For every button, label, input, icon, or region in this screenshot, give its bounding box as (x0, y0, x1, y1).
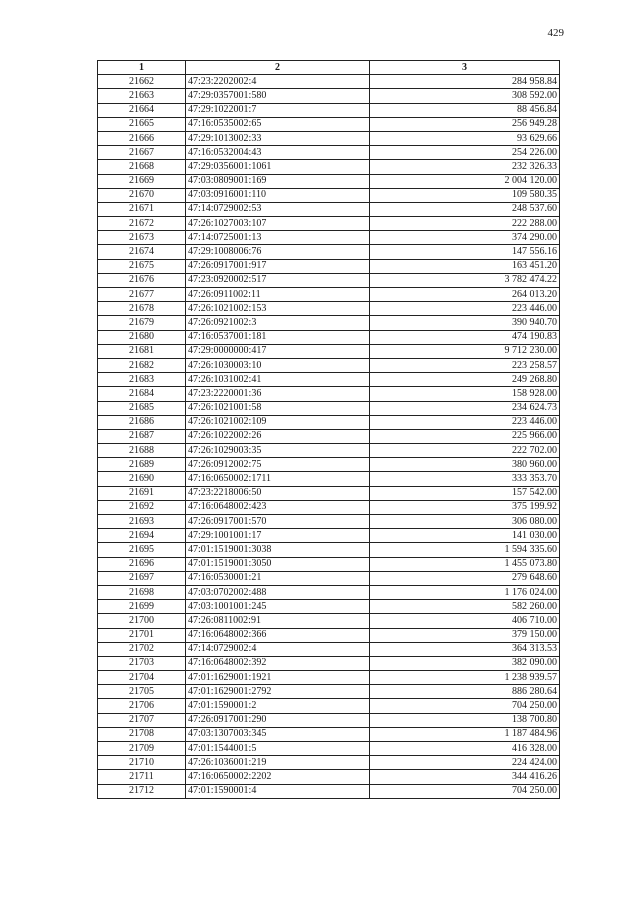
row-number-cell: 21669 (98, 174, 186, 188)
value-cell: 284 958.84 (370, 75, 560, 89)
cadastral-number-cell: 47:03:0916001:110 (186, 188, 370, 202)
table-row (98, 756, 560, 770)
table-header-row (98, 61, 560, 75)
table-row (98, 316, 560, 330)
table-row (98, 770, 560, 784)
value-cell: 406 710.00 (370, 614, 560, 628)
table-row (98, 458, 560, 472)
cadastral-number-cell: 47:29:1008006:76 (186, 245, 370, 259)
cadastral-number-cell: 47:14:0725001:13 (186, 231, 370, 245)
value-cell: 1 455 073.80 (370, 557, 560, 571)
row-number-cell: 21673 (98, 231, 186, 245)
value-cell: 248 537.60 (370, 202, 560, 216)
cadastral-number-cell: 47:26:1021002:153 (186, 302, 370, 316)
cadastral-number-cell: 47:26:0911002:11 (186, 288, 370, 302)
row-number-cell: 21676 (98, 273, 186, 287)
table-row (98, 571, 560, 585)
cadastral-number-cell: 47:26:0811002:91 (186, 614, 370, 628)
cadastral-number-cell: 47:26:0917001:570 (186, 515, 370, 529)
table-row (98, 529, 560, 543)
row-number-cell: 21687 (98, 429, 186, 443)
table-row (98, 713, 560, 727)
cadastral-number-cell: 47:26:1031002:41 (186, 373, 370, 387)
value-cell: 93 629.66 (370, 131, 560, 145)
table-row (98, 614, 560, 628)
cadastral-number-cell: 47:29:0356001:1061 (186, 160, 370, 174)
table-row (98, 146, 560, 160)
row-number-cell: 21701 (98, 628, 186, 642)
row-number-cell: 21666 (98, 131, 186, 145)
data-table (97, 60, 560, 799)
value-cell: 886 280.64 (370, 685, 560, 699)
table-row (98, 784, 560, 798)
row-number-cell: 21688 (98, 444, 186, 458)
row-number-cell: 21693 (98, 515, 186, 529)
row-number-cell: 21709 (98, 742, 186, 756)
cadastral-number-cell: 47:29:1013002:33 (186, 131, 370, 145)
table-row (98, 515, 560, 529)
value-cell: 344 416.26 (370, 770, 560, 784)
value-cell: 1 594 335.60 (370, 543, 560, 557)
row-number-cell: 21671 (98, 202, 186, 216)
cadastral-number-cell: 47:16:0648002:366 (186, 628, 370, 642)
table-row (98, 174, 560, 188)
table-row (98, 245, 560, 259)
cadastral-number-cell: 47:16:0648002:392 (186, 656, 370, 670)
value-cell: 157 542.00 (370, 486, 560, 500)
row-number-cell: 21674 (98, 245, 186, 259)
row-number-cell: 21675 (98, 259, 186, 273)
row-number-cell: 21678 (98, 302, 186, 316)
column-header-3: 3 (370, 61, 560, 75)
value-cell: 416 328.00 (370, 742, 560, 756)
table-row (98, 273, 560, 287)
cadastral-number-cell: 47:26:1029003:35 (186, 444, 370, 458)
value-cell: 333 353.70 (370, 472, 560, 486)
value-cell: 224 424.00 (370, 756, 560, 770)
column-header-2: 2 (186, 61, 370, 75)
value-cell: 380 960.00 (370, 458, 560, 472)
table-row (98, 387, 560, 401)
table-row (98, 259, 560, 273)
cadastral-number-cell: 47:01:1590001:2 (186, 699, 370, 713)
row-number-cell: 21684 (98, 387, 186, 401)
cadastral-number-cell: 47:03:0809001:169 (186, 174, 370, 188)
row-number-cell: 21664 (98, 103, 186, 117)
row-number-cell: 21697 (98, 571, 186, 585)
row-number-cell: 21689 (98, 458, 186, 472)
table-row (98, 628, 560, 642)
table-row (98, 302, 560, 316)
value-cell: 256 949.28 (370, 117, 560, 131)
value-cell: 138 700.80 (370, 713, 560, 727)
row-number-cell: 21705 (98, 685, 186, 699)
value-cell: 1 238 939.57 (370, 671, 560, 685)
row-number-cell: 21665 (98, 117, 186, 131)
cadastral-number-cell: 47:29:0357001:580 (186, 89, 370, 103)
value-cell: 225 966.00 (370, 429, 560, 443)
row-number-cell: 21711 (98, 770, 186, 784)
cadastral-number-cell: 47:01:1629001:2792 (186, 685, 370, 699)
cadastral-number-cell: 47:14:0729002:4 (186, 642, 370, 656)
table-row (98, 117, 560, 131)
cadastral-number-cell: 47:16:0650002:2202 (186, 770, 370, 784)
table-row (98, 656, 560, 670)
cadastral-number-cell: 47:29:1022001:7 (186, 103, 370, 117)
row-number-cell: 21670 (98, 188, 186, 202)
row-number-cell: 21704 (98, 671, 186, 685)
table-row (98, 401, 560, 415)
cadastral-number-cell: 47:23:0920002:517 (186, 273, 370, 287)
value-cell: 222 702.00 (370, 444, 560, 458)
value-cell: 163 451.20 (370, 259, 560, 273)
value-cell: 279 648.60 (370, 571, 560, 585)
value-cell: 147 556.16 (370, 245, 560, 259)
cadastral-number-cell: 47:01:1519001:3038 (186, 543, 370, 557)
row-number-cell: 21702 (98, 642, 186, 656)
table-row (98, 585, 560, 599)
value-cell: 1 187 484.96 (370, 727, 560, 741)
cadastral-number-cell: 47:01:1544001:5 (186, 742, 370, 756)
table-row (98, 472, 560, 486)
cadastral-number-cell: 47:26:0912002:75 (186, 458, 370, 472)
row-number-cell: 21668 (98, 160, 186, 174)
table-row (98, 685, 560, 699)
table-row (98, 330, 560, 344)
row-number-cell: 21699 (98, 600, 186, 614)
column-header-1: 1 (98, 61, 186, 75)
table-row (98, 727, 560, 741)
table-row (98, 89, 560, 103)
value-cell: 364 313.53 (370, 642, 560, 656)
table-row (98, 671, 560, 685)
row-number-cell: 21695 (98, 543, 186, 557)
table-row (98, 444, 560, 458)
table-row (98, 415, 560, 429)
cadastral-number-cell: 47:03:1307003:345 (186, 727, 370, 741)
cadastral-number-cell: 47:16:0537001:181 (186, 330, 370, 344)
row-number-cell: 21683 (98, 373, 186, 387)
table-row (98, 358, 560, 372)
cadastral-number-cell: 47:23:2218006:50 (186, 486, 370, 500)
row-number-cell: 21710 (98, 756, 186, 770)
cadastral-number-cell: 47:01:1590001:4 (186, 784, 370, 798)
row-number-cell: 21694 (98, 529, 186, 543)
table-row (98, 231, 560, 245)
value-cell: 9 712 230.00 (370, 344, 560, 358)
value-cell: 1 176 024.00 (370, 585, 560, 599)
row-number-cell: 21691 (98, 486, 186, 500)
row-number-cell: 21698 (98, 585, 186, 599)
cadastral-number-cell: 47:26:0917001:917 (186, 259, 370, 273)
value-cell: 223 258.57 (370, 358, 560, 372)
row-number-cell: 21690 (98, 472, 186, 486)
value-cell: 375 199.92 (370, 500, 560, 514)
cadastral-number-cell: 47:26:1036001:219 (186, 756, 370, 770)
value-cell: 306 080.00 (370, 515, 560, 529)
row-number-cell: 21685 (98, 401, 186, 415)
table-row (98, 600, 560, 614)
value-cell: 474 190.83 (370, 330, 560, 344)
table-row (98, 500, 560, 514)
table-row (98, 75, 560, 89)
value-cell: 222 288.00 (370, 217, 560, 231)
cadastral-number-cell: 47:16:0530001:21 (186, 571, 370, 585)
value-cell: 308 592.00 (370, 89, 560, 103)
table-row (98, 344, 560, 358)
value-cell: 264 013.20 (370, 288, 560, 302)
cadastral-number-cell: 47:14:0729002:53 (186, 202, 370, 216)
cadastral-number-cell: 47:16:0532004:43 (186, 146, 370, 160)
cadastral-number-cell: 47:29:0000000:417 (186, 344, 370, 358)
table-body (98, 75, 560, 799)
table-row (98, 642, 560, 656)
value-cell: 88 456.84 (370, 103, 560, 117)
value-cell: 704 250.00 (370, 699, 560, 713)
row-number-cell: 21681 (98, 344, 186, 358)
value-cell: 374 290.00 (370, 231, 560, 245)
cadastral-number-cell: 47:16:0650002:1711 (186, 472, 370, 486)
cadastral-number-cell: 47:29:1001001:17 (186, 529, 370, 543)
cadastral-number-cell: 47:26:0917001:290 (186, 713, 370, 727)
row-number-cell: 21682 (98, 358, 186, 372)
row-number-cell: 21692 (98, 500, 186, 514)
cadastral-number-cell: 47:16:0535002:65 (186, 117, 370, 131)
cadastral-number-cell: 47:26:1021002:109 (186, 415, 370, 429)
value-cell: 232 326.33 (370, 160, 560, 174)
cadastral-number-cell: 47:26:1022002:26 (186, 429, 370, 443)
row-number-cell: 21706 (98, 699, 186, 713)
row-number-cell: 21703 (98, 656, 186, 670)
row-number-cell: 21696 (98, 557, 186, 571)
value-cell: 582 260.00 (370, 600, 560, 614)
cadastral-number-cell: 47:01:1519001:3050 (186, 557, 370, 571)
cadastral-number-cell: 47:26:0921002:3 (186, 316, 370, 330)
cadastral-number-cell: 47:03:0702002:488 (186, 585, 370, 599)
cadastral-number-cell: 47:26:1030003:10 (186, 358, 370, 372)
row-number-cell: 21712 (98, 784, 186, 798)
cadastral-number-cell: 47:01:1629001:1921 (186, 671, 370, 685)
row-number-cell: 21677 (98, 288, 186, 302)
row-number-cell: 21663 (98, 89, 186, 103)
value-cell: 249 268.80 (370, 373, 560, 387)
row-number-cell: 21686 (98, 415, 186, 429)
value-cell: 223 446.00 (370, 302, 560, 316)
cadastral-number-cell: 47:03:1001001:245 (186, 600, 370, 614)
table-row (98, 160, 560, 174)
row-number-cell: 21700 (98, 614, 186, 628)
value-cell: 3 782 474.22 (370, 273, 560, 287)
page-number: 429 (547, 27, 564, 39)
table-row (98, 486, 560, 500)
value-cell: 234 624.73 (370, 401, 560, 415)
value-cell: 2 004 120.00 (370, 174, 560, 188)
table-row (98, 373, 560, 387)
table-row (98, 699, 560, 713)
row-number-cell: 21672 (98, 217, 186, 231)
value-cell: 254 226.00 (370, 146, 560, 160)
table-row (98, 543, 560, 557)
value-cell: 141 030.00 (370, 529, 560, 543)
value-cell: 223 446.00 (370, 415, 560, 429)
table-row (98, 217, 560, 231)
cadastral-number-cell: 47:23:2220001:36 (186, 387, 370, 401)
row-number-cell: 21667 (98, 146, 186, 160)
row-number-cell: 21662 (98, 75, 186, 89)
table-row (98, 742, 560, 756)
row-number-cell: 21680 (98, 330, 186, 344)
row-number-cell: 21708 (98, 727, 186, 741)
value-cell: 109 580.35 (370, 188, 560, 202)
table-row (98, 188, 560, 202)
cadastral-number-cell: 47:26:1021001:58 (186, 401, 370, 415)
row-number-cell: 21679 (98, 316, 186, 330)
value-cell: 704 250.00 (370, 784, 560, 798)
table-row (98, 131, 560, 145)
table-row (98, 103, 560, 117)
cadastral-number-cell: 47:16:0648002:423 (186, 500, 370, 514)
cadastral-number-cell: 47:26:1027003:107 (186, 217, 370, 231)
value-cell: 390 940.70 (370, 316, 560, 330)
row-number-cell: 21707 (98, 713, 186, 727)
table-row (98, 429, 560, 443)
table-row (98, 288, 560, 302)
value-cell: 379 150.00 (370, 628, 560, 642)
table-row (98, 202, 560, 216)
cadastral-number-cell: 47:23:2202002:4 (186, 75, 370, 89)
table-row (98, 557, 560, 571)
value-cell: 158 928.00 (370, 387, 560, 401)
value-cell: 382 090.00 (370, 656, 560, 670)
